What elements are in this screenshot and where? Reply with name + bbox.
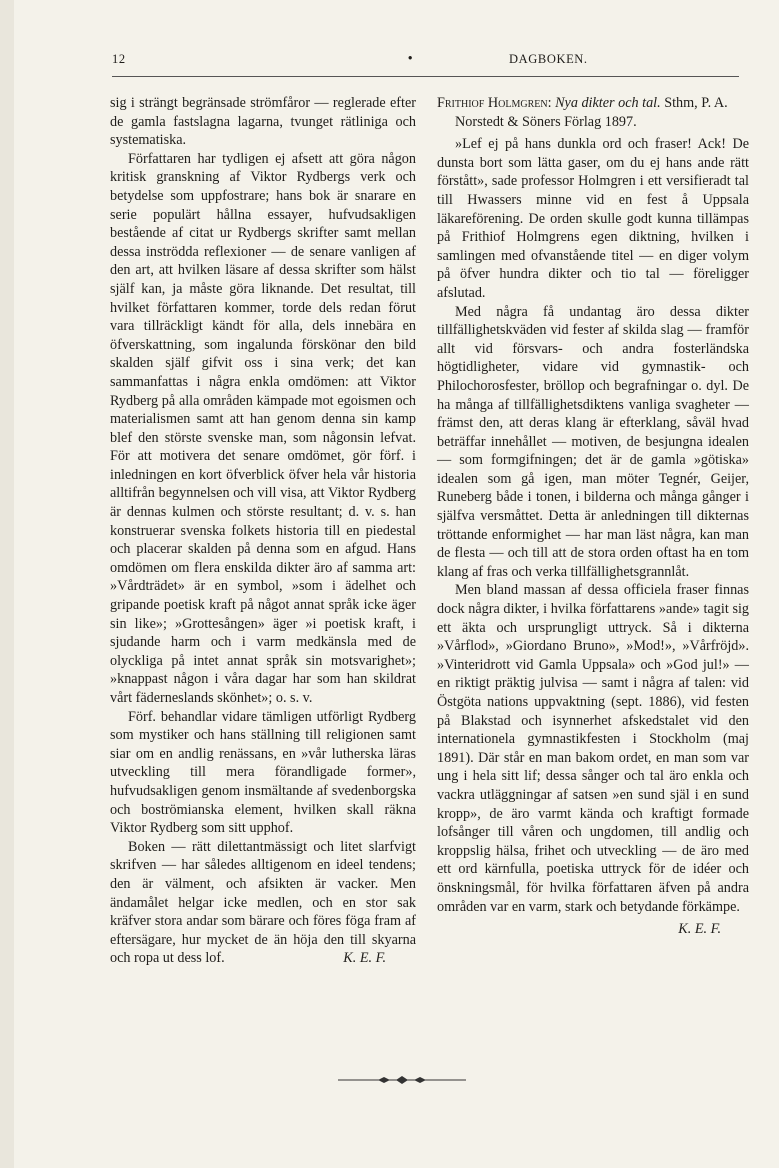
end-ornament xyxy=(338,1074,466,1086)
review-author: Frithiof Holmgren: xyxy=(437,95,552,111)
review-publisher: Sthm, P. A. Norstedt & Söners Förlag 1897. xyxy=(455,95,728,130)
right-column xyxy=(437,94,749,939)
left-paragraph-4-text: Boken — rätt dilettantmässigt och litet slarfvigt skrifven — har således alltigenom en ideel tendens; den är välment, och afsikten är vacker. Men ändamålet helgar icke medlen, och en stor sak kräfver stora andar som bärare och föres föga fram af eftersägare, hur mycket de än höja den till skyarna och ropa ut dess lof. xyxy=(110,838,416,967)
left-paragraph-3: Förf. behandlar vidare tämligen utförligt Rydberg som mystiker och hans ställning till religionen samt siar om en andlig renässans, en »vår lutherska läras utveckling till mera förandligade former», hufvudsakligen genom insmältande af svedenborgska och boströmianska element, hvilken skall räkna Viktor Rydberg som sitt upphof. xyxy=(110,708,416,837)
right-paragraph-3: Men bland massan af dessa officiela fraser finnas dock några dikter, i hvilka författarens »ande» tagit sig ett äkta och ursprungligt uttryck. Så i dikterna »Vårflod», »Giordano Bruno», »Mod!», »Vårfröjd». »Vinteridrott vid Gamla Uppsala» och »God jul!» — en riktigt präktig julvisa — samt i några af talen: vid Östgöta nations uppvaktning (sept. 1886), vid festen på Blakstad och isynnerhet afskedstalet vid den internationela gymnastikfesten i Stockholm (maj 1891). Där står en man bakom ordet, en man som var ung i hela sitt lif; dessa sånger och tal äro enkla och vackra utläggningar af satsen »en sund själ i en sund kropp», de äro varmt kända och kraftigt formade lofsånger till våren och ungdomen, till andlig och kroppslig hälsa, frihet och utveckling — de äro med ett ord kärnfulla, poetiska uttryck för de idéer och önskningsmål, för hvilka författaren äfven på andra områden var en varm, stark och betydande förkämpe. xyxy=(437,582,749,915)
header-rule xyxy=(112,76,739,77)
page-number: 12 xyxy=(112,52,126,66)
left-paragraph-1: sig i strängt begränsade strömfåror — reglerade efter de gamla fastslagna lagarna, tvunget rätliniga och systematiska. xyxy=(110,95,416,149)
left-paragraph-2: Författaren har tydligen ej afsett att göra någon kritisk granskning af Viktor Rydbergs verk och betydelse som uppfostrare; hans bok är snarare en serie populärt hållna essayer, hufvudsakligen bestående af citat ur Rydbergs skrifter samt mellan dessa inströdda reflexioner — de senare vanligen af den art, att hvilken läsare af dessa skrifter som hälst själf kan, ja måste göra liknande. Det resultat, till hvilket författaren kommer, torde dels redan förut vara tillräckligt kändt för alla, dels innebära en öfverskattning, som ingalunda förskönar den bild skalden själf gifvit oss i sina verk; det kan sammanfattas i några enkla omdömen: att Viktor Rydberg på alla områden kämpade mot egoismen och materialismen samt att han genom denna sin kamp blef den störste svenske man, som någonsin lefvat. För att motivera det senare omdömet, gör förf. i inledningen en kort öfverblick öfver hela vår historia alltifrån begynnelsen och vill visa, att Viktor Rydberg är dennas kulmen och störste resultant; d. v. s. han konstruerar svenska folkets historia till en piedestal och placerar skalden på denna som en afgud. Hans omdömen om flera enskilda dikter äro af samma art: »Vårdträdet» är en symbol, »som i ädelhet och gripande poetisk kraft på något annat språk icke äger sin like»; »Grottesången» äger »i poetisk kraft, i sjudande harm och i varm medkänsla med de olyckliga på intet annat språk sin motsvarighet»; »knappast någon i våra dagar har som han skildrat vårt fäderneslands skönhet»; o. s. v. xyxy=(110,150,416,706)
right-paragraph-1: »Lef ej på hans dunkla ord och fraser! Ack! De dunsta bort som lätta gaser, om du ej hans ande rätt förstått», sade professor Holmgren i ett versifieradt tal till Hwassers minne vid en fest å Uppsala läkareförening. De orden skulle godt kunna tillämpas på Frithiof Holmgrens egen diktning, hvilken i samlingen med ofvanstående titel — en diger volym på öfver hundra dikter och tio tal — föreligger afslutad. xyxy=(437,136,749,301)
right-paragraph-2: Med några få undantag äro dessa dikter tillfällighetskväden vid fester af skilda slag — framför allt vid försvars- och andra fosterländska högtidligheter, vidare vid gymnastik- och Philochorosfester, bröllop och begrafningar o. dyl. De ha många af tillfällighetsdiktens vanliga svagheter — främst den, att deras klang är efterklang, såväl hvad beträffar innehållet — motiven, de besjungna idealen — som formgifningen; det är de gamla »götiska» idealen som gå igen, man möter Tegnér, Geijer, Runeberg både i tonen, i bilderna och många gånger i själfva versmåttet. Detta är anledningen till dikternas tröttande enformighet — har man läst några, kan man de flesta — och till att de stora orden oftast ha en tom klang af fras och verka tillfällighetsgrannlåt. xyxy=(437,303,749,580)
left-paragraph-4 xyxy=(110,838,416,968)
page-header xyxy=(112,52,727,72)
right-signature: K. E. F. xyxy=(678,921,721,938)
header-separator: • xyxy=(408,51,413,65)
review-title: Nya dikter och tal. xyxy=(555,95,661,111)
page-edge xyxy=(0,0,14,1168)
running-head: DAGBOKEN. xyxy=(509,52,588,66)
left-column xyxy=(110,94,416,968)
left-signature: K. E. F. xyxy=(343,950,386,967)
review-heading xyxy=(437,94,749,131)
